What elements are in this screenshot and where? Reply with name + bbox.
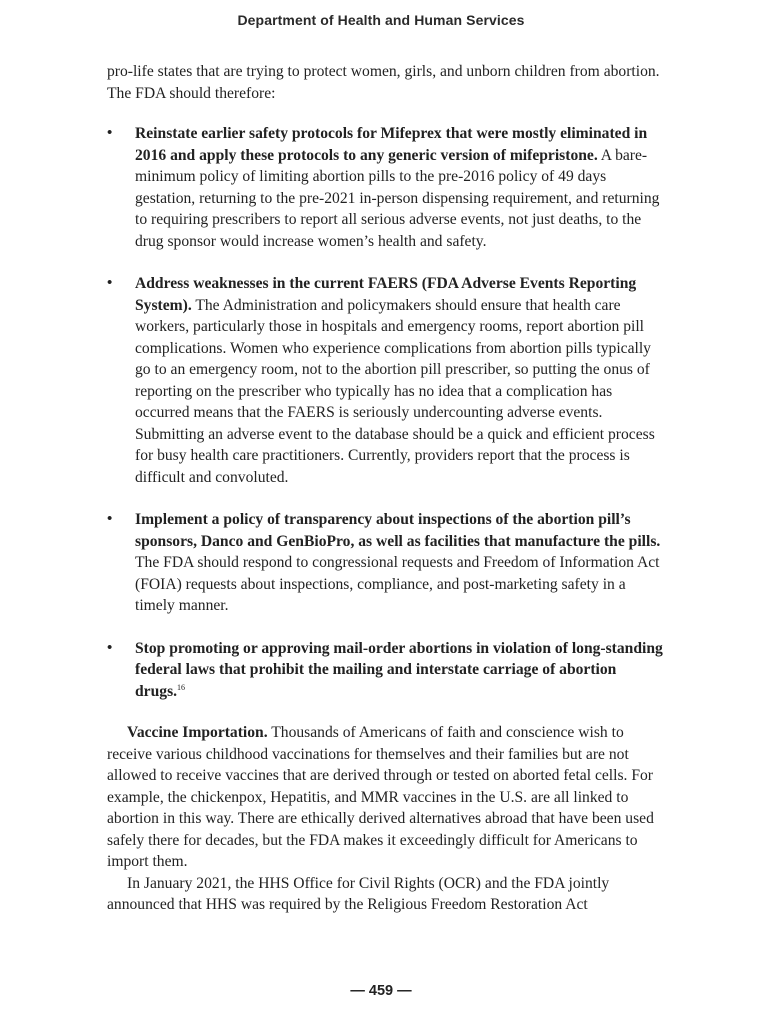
bullet-body: The Administration and policymakers should ensure that health care workers, particularly those in hospitals and emergency rooms, report abortion pill complications. Women who experience complications from abortion pills typically go to an emergency room, not to the abortion pill prescriber, so putting the onus of reporting on the prescriber who typically has no idea that a complication has occurred means that the FAERS is seriously undercounting adverse events. Submitting an adverse event to the database should be a quick and efficient process for busy health care practitioners. Currently, providers report that the process is difficult and convoluted. (135, 296, 655, 486)
bullet-lead: Stop promoting or approving mail-order abortions in violation of long-standing federal laws that prohibit the mailing and interstate carriage of abortion drugs. (135, 639, 663, 700)
vaccine-body: Thousands of Americans of faith and conscience wish to receive various childhood vaccinations for themselves and their families but are not allowed to receive vaccines that are derived through or tested on aborted fetal cells. For example, the chickenpox, Hepatitis, and MMR vaccines in the U.S. are all linked to abortion in this way. There are ethically derived alternatives abroad that have been used safely there for decades, but the FDA makes it exceedingly difficult for Americans to import them. (107, 724, 654, 870)
list-item (107, 123, 667, 252)
page-number: — 459 — (350, 983, 412, 999)
list-item (107, 509, 667, 617)
bullet-lead: Reinstate earlier safety protocols for Mifeprex that were mostly eliminated in 2016 and apply these protocols to any generic version of mifepristone. (135, 125, 648, 164)
bullet-glyph: • (107, 275, 113, 291)
bullet-body: A bare-minimum policy of limiting abortion pills to the pre-2016 policy of 49 days gestation, returning to the pre-2021 in-person dispensing requirement, and returning to requiring prescribers to report all serious adverse events, not just deaths, to the drug sponsor would increase women’s health and safety. (135, 146, 660, 250)
list-item (107, 638, 667, 703)
bullet-lead: Implement a policy of transparency about inspections of the abortion pill’s sponsors, Danco and GenBioPro, as well as facilities that manufacture the pills. (135, 511, 661, 550)
vaccine-paragraph (107, 722, 667, 873)
bullet-lead: Address weaknesses in the current FAERS (FDA Adverse Events Reporting System). (135, 275, 637, 314)
bullet-glyph: • (107, 511, 113, 527)
section-run-in-heading: Vaccine Importation. (127, 724, 268, 741)
recommendation-list (107, 123, 667, 702)
page-content (107, 61, 667, 916)
intro-paragraph: pro-life states that are trying to protect women, girls, and unborn children from abortion. The FDA should therefore: (107, 63, 660, 102)
running-header: Department of Health and Human Services (237, 12, 525, 28)
bullet-body: The FDA should respond to congressional requests and Freedom of Information Act (FOIA) requests about inspections, compliance, and post-marketing safety in a timely manner. (135, 554, 660, 614)
closing-paragraph: In January 2021, the HHS Office for Civil Rights (OCR) and the FDA jointly announced that HHS was required by the Religious Freedom Restoration Act (107, 874, 610, 913)
footnote-marker: 16 (177, 682, 186, 692)
bullet-glyph: • (107, 125, 113, 141)
list-item (107, 273, 667, 488)
bullet-glyph: • (107, 639, 113, 656)
